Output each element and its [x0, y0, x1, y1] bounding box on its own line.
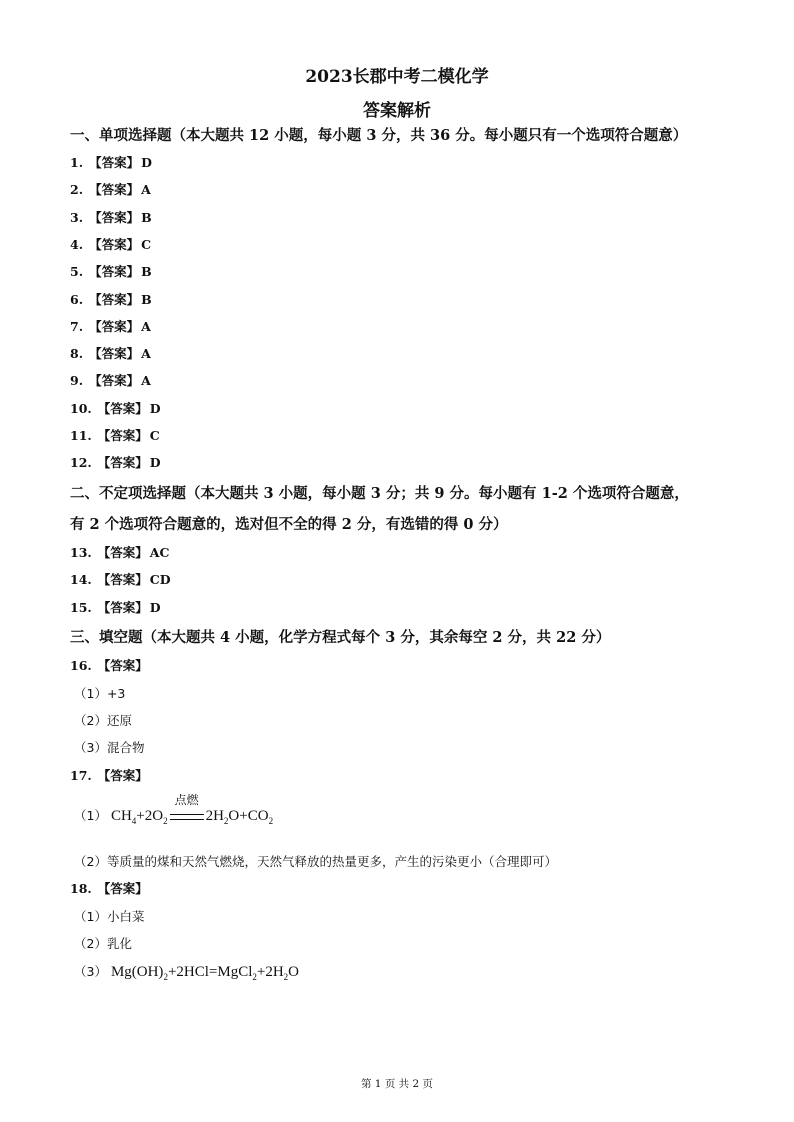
question-number: 11. — [70, 428, 92, 443]
answer-value: B — [141, 291, 152, 307]
condition-label: 点燃 — [174, 793, 199, 807]
answer-value: C — [149, 428, 160, 443]
answer-row — [70, 570, 171, 588]
question-number: 2. — [70, 182, 84, 198]
question-number: 9. — [70, 373, 84, 389]
answer-tag: 【答案】 — [89, 236, 140, 252]
answer-row — [70, 543, 169, 561]
q18-item-3 — [74, 962, 299, 982]
answer-tag: 【答案】 — [97, 572, 148, 588]
answer-row — [70, 235, 151, 253]
q18-item-1: （1）小白菜 — [74, 909, 145, 924]
answer-tag: 【答案】 — [89, 373, 140, 389]
answer-value: D — [149, 599, 161, 615]
answer-tag: 【答案】 — [97, 545, 148, 560]
question-number: 13. — [70, 545, 92, 560]
answer-tag: 【答案】 — [97, 599, 148, 615]
answer-row — [70, 262, 152, 280]
answer-row — [70, 399, 161, 417]
question-number: 12. — [70, 455, 92, 471]
item-prefix: （1） — [74, 808, 107, 823]
question-number: 1. — [70, 155, 84, 170]
item-prefix: （3） — [74, 964, 107, 979]
answer-tag: 【答案】 — [89, 209, 140, 225]
answer-row — [70, 180, 151, 198]
document-title: 2023长郡中考二模化学 — [305, 67, 489, 87]
answer-tag: 【答案】 — [89, 264, 140, 280]
chemical-equation-combustion: $CH_4+2O_2$ 点燃 $2H_2O+CO_2$ — [110, 793, 274, 826]
answer-row — [70, 453, 161, 471]
answer-value: CD — [149, 572, 171, 588]
question-number: 10. — [70, 400, 92, 416]
reaction-condition — [170, 793, 204, 825]
q16-item-1: （1）+3 — [74, 686, 126, 701]
answer-value: C — [141, 236, 152, 252]
q17-item-1 — [74, 793, 274, 826]
question-number: 16. — [70, 658, 92, 673]
answer-tag: 【答案】 — [89, 346, 140, 362]
q18-item-2: （2）乳化 — [74, 936, 132, 951]
question-number: 15. — [70, 599, 92, 615]
answer-value: A — [141, 373, 151, 389]
answer-row — [70, 317, 151, 335]
answer-value: D — [141, 155, 152, 170]
question-number: 3. — [70, 209, 84, 225]
section-1-heading: 一、单项选择题（本大题共 12 小题，每小题 3 分，共 36 分。每小题只有一个选项符合题意） — [70, 127, 688, 144]
question-number: 14. — [70, 572, 92, 588]
answer-tag: 【答案】 — [89, 291, 140, 307]
answer-tag: 【答案】 — [97, 400, 148, 416]
answer-tag: 【答案】 — [89, 155, 140, 170]
answer-tag: 【答案】 — [97, 881, 148, 896]
answer-value: B — [141, 264, 152, 280]
document-subtitle: 答案解析 — [363, 101, 431, 121]
question-number: 8. — [70, 346, 84, 362]
answer-tag: 【答案】 — [97, 768, 148, 783]
answer-tag: 【答案】 — [89, 182, 140, 198]
answer-tag: 【答案】 — [97, 428, 148, 443]
question-number: 18. — [70, 881, 92, 896]
question-18-answer-label — [70, 879, 148, 897]
answer-value: A — [141, 318, 151, 334]
answer-row — [70, 153, 152, 171]
answer-value: D — [149, 400, 161, 416]
q17-item-2: （2）等质量的煤和天然气燃烧，天然气释放的热量更多，产生的污染更小（合理即可） — [74, 854, 557, 869]
question-number: 5. — [70, 264, 84, 280]
answer-row — [70, 344, 151, 362]
question-number: 17. — [70, 768, 92, 783]
answer-value: D — [149, 455, 161, 471]
question-number: 7. — [70, 318, 84, 334]
page-footer: 第 1 页 共 2 页 — [360, 1078, 434, 1090]
question-17-answer-label — [70, 766, 148, 784]
chemical-equation-neutralization: $Mg(OH)_2+2HCl=MgCl_2+2H_2O$ — [110, 964, 300, 982]
answer-tag: 【答案】 — [89, 318, 140, 334]
answer-value: A — [141, 346, 151, 362]
answer-row — [70, 426, 160, 444]
answer-row — [70, 208, 152, 226]
q16-item-2: （2）还原 — [74, 713, 132, 728]
section-2-heading-line-2: 有 2 个选项符合题意的，选对但不全的得 2 分，有选错的得 0 分） — [70, 516, 508, 533]
answer-row — [70, 371, 151, 389]
question-number: 4. — [70, 236, 84, 252]
answer-value: AC — [149, 545, 170, 560]
answer-tag: 【答案】 — [97, 455, 148, 471]
section-2-heading-line-1: 二、不定项选择题（本大题共 3 小题，每小题 3 分；共 9 分。每小题有 1-2 个选项符合题意， — [70, 485, 689, 502]
answer-tag: 【答案】 — [97, 658, 148, 673]
q16-item-3: （3）混合物 — [74, 740, 145, 755]
equation-equals-sign — [170, 814, 204, 820]
answer-row — [70, 290, 152, 308]
section-3-heading: 三、填空题（本大题共 4 小题，化学方程式每个 3 分，其余每空 2 分，共 22 分） — [70, 629, 611, 646]
question-number: 6. — [70, 291, 84, 307]
answer-row — [70, 598, 161, 616]
answer-value: B — [141, 209, 152, 225]
question-16-answer-label — [70, 656, 148, 674]
answer-value: A — [141, 182, 151, 198]
